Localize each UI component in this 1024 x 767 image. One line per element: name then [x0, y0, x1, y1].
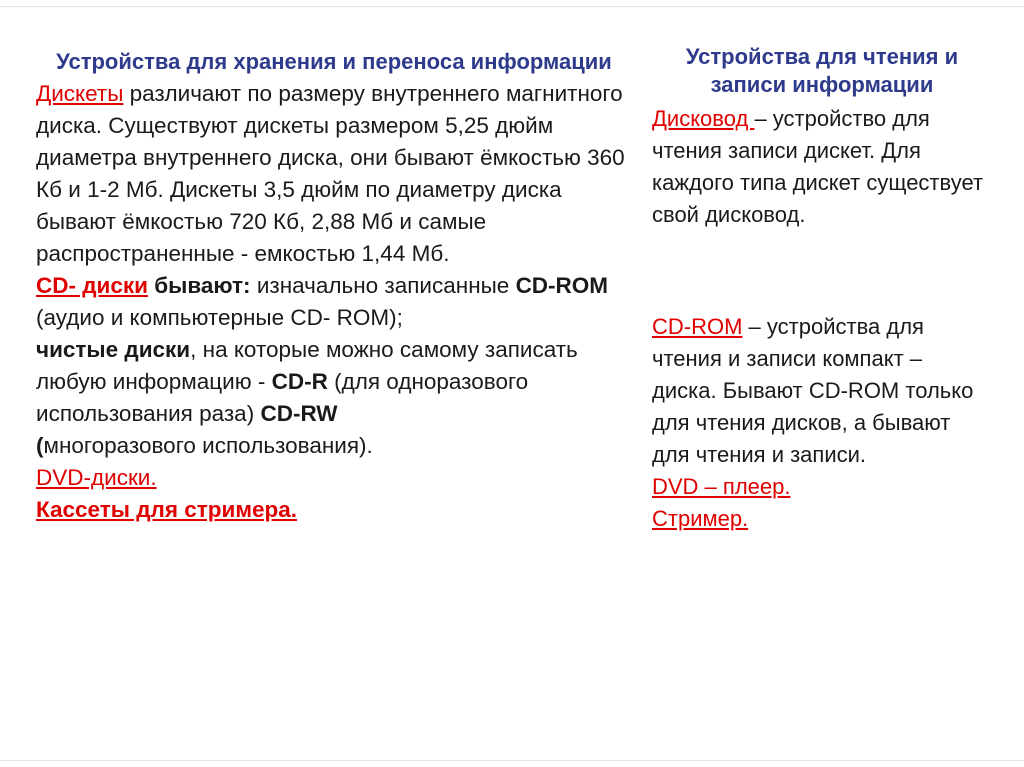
cdrom-link[interactable]: CD-ROM [652, 314, 743, 339]
cd-paragraph [36, 270, 632, 462]
floppy-drive-description: – устройство для чтения записи дискет. Для каждого типа дискет существует свой дисковод. [652, 106, 984, 227]
cd-rw-paren: ( [36, 433, 44, 458]
storage-devices-heading: Устройства для хранения и переноса информации [56, 49, 612, 74]
streamer-cassettes-line [36, 494, 632, 526]
cd-rom-note: (аудио и компьютерные CD- ROM); [36, 305, 403, 330]
dvd-disks-link[interactable]: DVD-диски. [36, 465, 157, 490]
floppy-disks-link[interactable]: Дискеты [36, 81, 124, 106]
bottom-divider [0, 760, 1024, 761]
floppy-description: различают по размеру внутреннего магнитного диска. Существуют дискеты размером 5,25 дюйм диаметра внутреннего диска, они бывают ёмкостью 360 Кб и 1-2 Мб. Дискеты 3,5 дюйм по диаметру диска бывают ёмкостью 720 Кб, 2,88 Мб и самые распространенные - емкостью 1,44 Мб. [36, 81, 625, 266]
streamer-cassettes-link[interactable]: Кассеты для стримера. [36, 497, 297, 522]
cdrom-description: – устройства для чтения и записи компакт – диска. Бывают CD-ROM только для чтения дисков, а бывают для чтения и записи. [652, 314, 974, 467]
cd-rw-note: многоразового использования). [43, 433, 373, 458]
reading-devices-heading: Устройства для чтения и записи информации [685, 44, 959, 97]
floppy-drive-paragraph [652, 103, 992, 231]
column-spacer [652, 231, 992, 309]
cdrom-paragraph [652, 311, 992, 471]
streamer-link[interactable]: Стример. [652, 506, 749, 531]
cd-r-note: (для одноразового использования раза) [36, 369, 529, 426]
cd-types-label: бывают: [147, 273, 251, 298]
dvd-player-line [652, 471, 992, 503]
streamer-line [652, 503, 992, 535]
reading-devices-column [652, 0, 992, 535]
floppy-paragraph [36, 78, 632, 270]
cd-prerecorded-text: изначально записанные [250, 273, 516, 298]
cd-rw-term: CD-RW [260, 401, 338, 426]
floppy-drive-link[interactable]: Дисковод [652, 106, 755, 131]
cd-disks-link[interactable]: CD- диски [36, 273, 148, 298]
cd-rom-term: CD-ROM [515, 273, 609, 298]
dvd-player-link[interactable]: DVD – плеер. [652, 474, 791, 499]
blank-disks-term: чистые диски [36, 337, 191, 362]
storage-devices-column [36, 0, 632, 526]
dvd-disks-line [36, 462, 632, 494]
cd-r-term: CD-R [271, 369, 328, 394]
blank-disks-text: , на которые можно самому записать любую информацию - [36, 337, 578, 394]
